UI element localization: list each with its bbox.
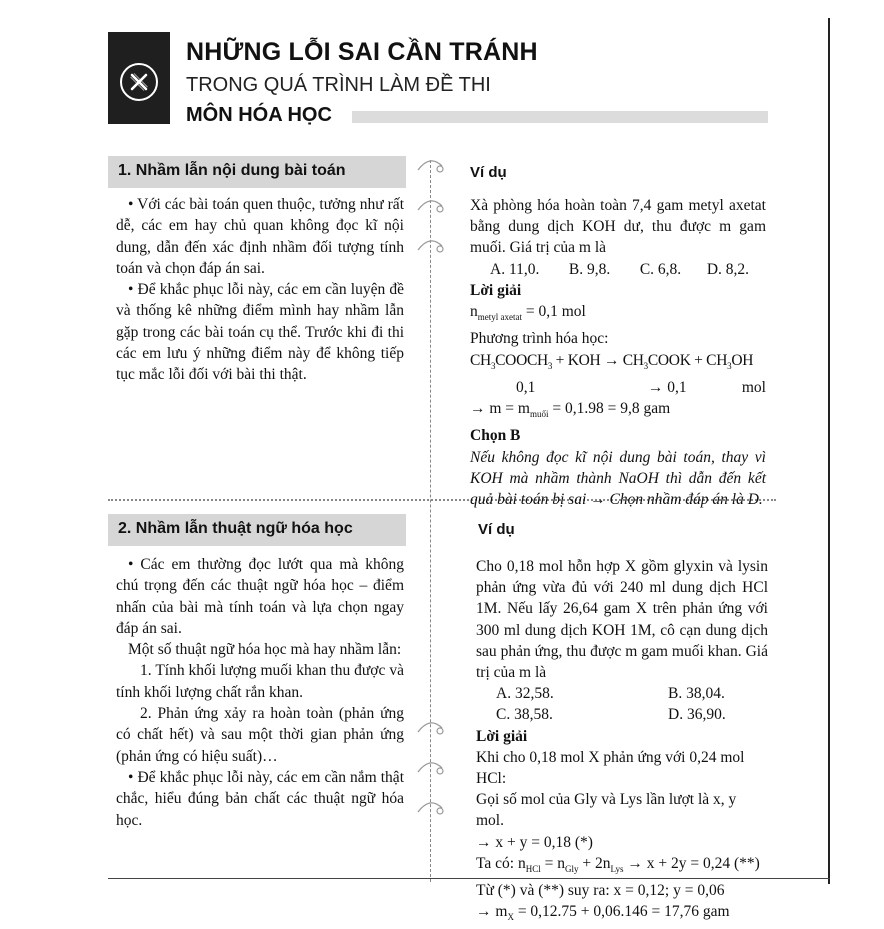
option: A. 32,58. [496, 685, 554, 703]
line-part: = n [540, 854, 565, 872]
section-2-para: • Để khắc phục lỗi này, các em cần nắm thật chắc, hiểu đúng bản chất các thuật ngữ hóa học. [116, 768, 404, 829]
section-1-para: • Với các bài toán quen thuộc, tưởng như rất dễ, các em hay chủ quan không đọc kĩ nội dung, dẫn đến xác định nhầm đối tượng tính toán và chọn đáp án sai. [116, 196, 404, 277]
binder-ring-icon [414, 156, 446, 180]
answer: Chọn B [470, 427, 521, 445]
binder-ring-icon [414, 798, 446, 822]
section-1-heading-bar [108, 156, 406, 188]
section-2-heading: 2. Nhầm lẫn thuật ngữ hóa học [118, 520, 353, 537]
example-1-note: Nếu không đọc kĩ nội dung bài toán, thay vì KOH mà nhầm thành NaOH thì dẫn đến kết quả bài toán bị sai → Chọn nhầm đáp án là D. [470, 448, 766, 508]
subject-title: MÔN HÓA HỌC [186, 104, 332, 126]
example-2-options [476, 704, 768, 725]
option: A. 11,0. [490, 260, 540, 278]
mol-subscript: metyl axetat [477, 312, 522, 323]
mol-unit: mol [741, 378, 766, 396]
eq-sub: 3 [547, 360, 553, 371]
mol-left: 0,1 [516, 378, 536, 396]
example-1-heading: Ví dụ [470, 164, 507, 181]
line-sub: Gly [564, 863, 579, 874]
page-border-right [828, 18, 830, 884]
example-2-heading: Ví dụ [478, 521, 515, 538]
binder-ring-icon [414, 236, 446, 260]
eq-part: COOK + CH [647, 351, 728, 369]
result-rhs: = 0,1.98 = 9,8 gam [548, 400, 671, 418]
line-sub: HCl [525, 863, 541, 874]
eq-sub: 3 [643, 360, 648, 371]
binder-ring-icon [414, 758, 446, 782]
eq-sub: 3 [490, 360, 496, 371]
mol-symbol: n [470, 303, 478, 321]
chemical-equation [470, 350, 766, 377]
binder-ring-icon [414, 718, 446, 742]
mol-right: → 0,1 [647, 378, 687, 396]
section-2-heading-bar [108, 514, 406, 546]
section-2-para: • Các em thường đọc lướt qua mà không chú trọng đến các thuật ngữ hóa học – điểm nhấn của bài mà tính toán và lựa chọn ngay đáp án sai. [116, 556, 404, 637]
solution-heading: Lời giải [476, 727, 528, 745]
result-sub: muối [529, 409, 549, 420]
option: B. 9,8. [568, 260, 611, 278]
result-lhs: → m = m [470, 400, 530, 418]
example-1-question: Xà phòng hóa hoàn toàn 7,4 gam metyl axetat bằng dung dịch KOH dư, thu được m gam muối. Giá trị của m là [470, 197, 766, 257]
example-2-question: Cho 0,18 mol hỗn hợp X gồm glyxin và lysin phản ứng vừa đủ với 240 ml dung dịch HCl 1M. Nếu lấy 26,64 gam X trên phản ứng với 300 ml dung dịch KOH 1M, cô cạn dung dịch sau phản ứng, thu được m gam muối khan. Giá trị của m là [476, 558, 768, 682]
mol-line [470, 301, 766, 328]
eq-part: COOCH [495, 351, 548, 369]
section-2-body [116, 554, 404, 831]
section-1-body [116, 194, 404, 386]
example-2-body [476, 556, 768, 929]
line-sub: Lys [610, 863, 624, 874]
page-title: NHỮNG LỖI SAI CẦN TRÁNH [186, 38, 538, 66]
solution-heading: Lời giải [470, 281, 522, 299]
subject-gray-bar [352, 111, 768, 123]
equation-label: Phương trình hóa học: [470, 330, 609, 348]
line-part: + 2n [578, 854, 611, 872]
solution-line [476, 853, 768, 880]
mol-row [470, 377, 766, 398]
solution-line [476, 901, 768, 928]
line-part: = 0,12.75 + 0,06.146 = 17,76 gam [513, 903, 730, 921]
option: C. 6,8. [639, 260, 682, 278]
eq-part: OH [731, 351, 754, 369]
option: C. 38,58. [496, 706, 553, 724]
section-2-para: Một số thuật ngữ hóa học mà hay nhầm lẫn: [128, 641, 402, 659]
solution-line: Gọi số mol của Gly và Lys lần lượt là x, y mol. [476, 791, 737, 830]
example-1-options [470, 259, 766, 280]
eq-sub: 3 [727, 360, 732, 371]
line-part: Ta có: n [476, 854, 526, 872]
option: B. 38,04. [668, 685, 725, 703]
example-2-options [476, 683, 768, 704]
eq-part: CH [470, 351, 491, 369]
solution-line: Khi cho 0,18 mol X phản ứng với 0,24 mol HCl: [476, 748, 745, 788]
line-sub: X [507, 912, 514, 923]
result-line [470, 398, 766, 425]
solution-line: → x + y = 0,18 (*) [476, 833, 593, 851]
x-circle-icon [120, 63, 158, 101]
binder-ring-icon [414, 196, 446, 220]
example-1-body [470, 195, 766, 510]
page-subtitle: TRONG QUÁ TRÌNH LÀM ĐỀ THI [186, 74, 491, 96]
eq-part: + KOH → CH [552, 351, 644, 369]
mol-value: = 0,1 mol [521, 303, 586, 321]
solution-line: Từ (*) và (**) suy ra: x = 0,12; y = 0,06 [476, 882, 725, 900]
section-1-para: • Để khắc phục lỗi này, các em cần luyện đề và thống kê những điểm mình hay nhầm lẫn gặp trong các bài toán cụ thể. Trước khi đi thi các em lưu ý những điểm này để không tiếp tục mắc lỗi đối với bài thi thật. [116, 281, 404, 384]
option: D. 36,90. [668, 706, 726, 724]
section-1-heading: 1. Nhầm lẫn nội dung bài toán [118, 162, 346, 179]
option: D. 8,2. [706, 260, 750, 278]
line-part: → x + 2y = 0,24 (**) [623, 854, 760, 872]
line-part: → m [476, 903, 508, 921]
section-2-para: 2. Phản ứng xảy ra hoàn toàn (phản ứng có chất hết) và sau một thời gian phản ứng (phản ứng có hiệu suất)… [116, 705, 404, 765]
section-2-para: 1. Tính khối lượng muối khan thu được và tính khối lượng chất rắn khan. [116, 662, 404, 701]
x-mark-icon [128, 71, 150, 93]
